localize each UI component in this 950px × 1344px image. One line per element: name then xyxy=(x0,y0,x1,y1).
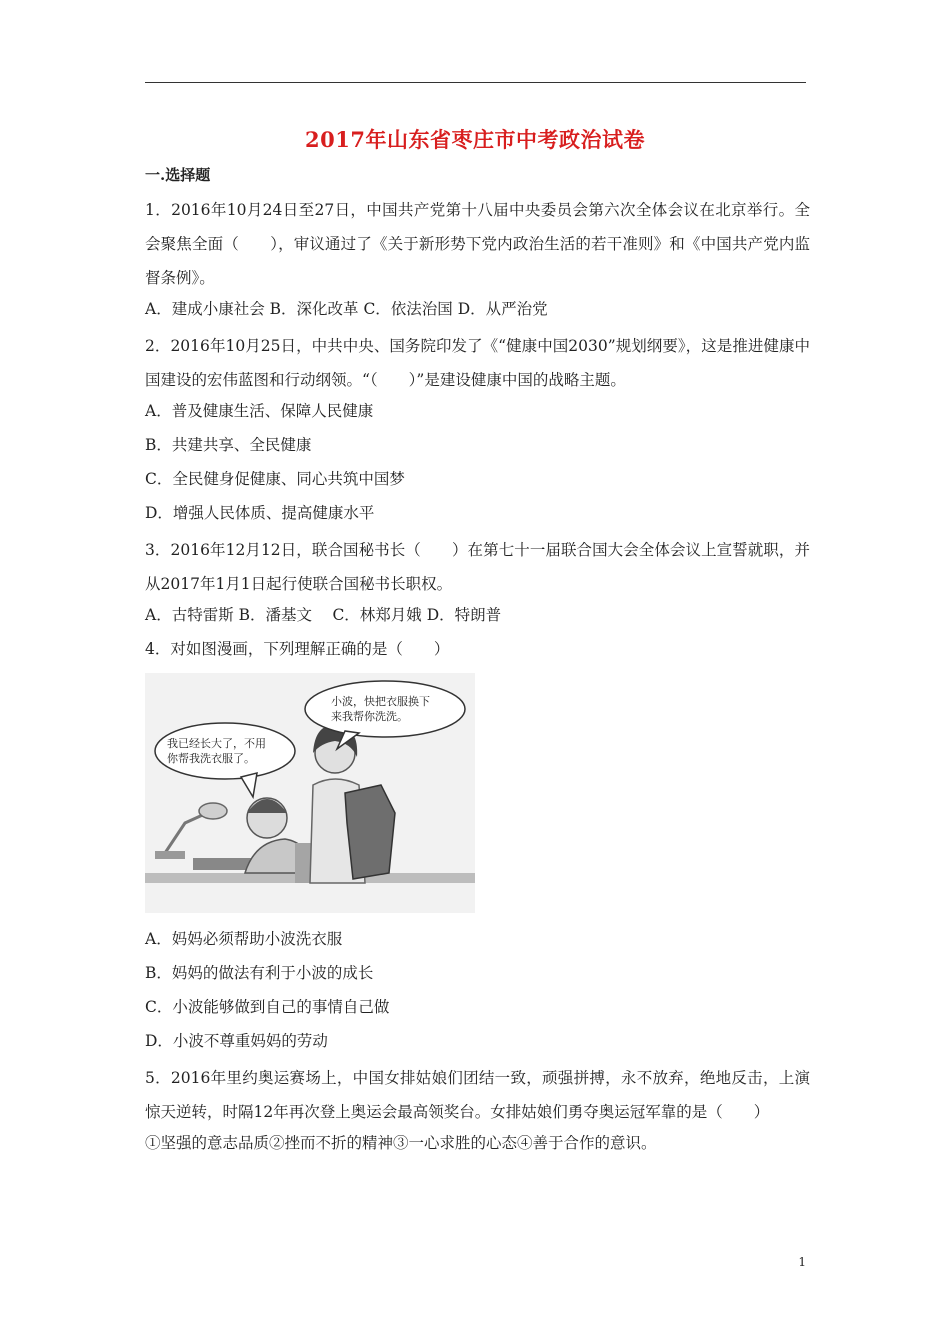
q5-items: ①坚强的意志品质②挫而不折的精神③一心求胜的心态④善于合作的意识。 xyxy=(145,1134,657,1152)
mom-speech-line-2: 来我帮你洗洗。 xyxy=(331,710,408,723)
q4-option-d: D．小波不尊重妈妈的劳动 xyxy=(145,1032,328,1050)
q4-stem: 4．对如图漫画，下列理解正确的是（ ） xyxy=(145,640,450,658)
q2-option-c: C．全民健身促健康、同心共筑中国梦 xyxy=(145,470,405,488)
q2-stem: 2．2016年10月25日，中共中央、国务院印发了《“健康中国2030”规划纲要》，这是推进健康中国建设的宏伟蓝图和行动纲领。“（ ）”是建设健康中国的战略主题。 xyxy=(145,337,810,389)
q3-stem: 3．2016年12月12日，联合国秘书长（ ）在第七十一届联合国大会全体会议上宣誓就职，并从2017年1月1日起行使联合国秘书长职权。 xyxy=(145,541,810,593)
boy-speech-line-1: 我已经长大了，不用 xyxy=(167,737,266,750)
q4-option-c: C．小波能够做到自己的事情自己做 xyxy=(145,998,390,1016)
q2-option-d: D．增强人民体质、提高健康水平 xyxy=(145,504,375,522)
q1-options: A．建成小康社会 B．深化改革 C．依法治国 D．从严治党 xyxy=(145,300,548,318)
q4-option-a: A．妈妈必须帮助小波洗衣服 xyxy=(145,930,343,948)
boy-speech-line-2: 你帮我洗衣服了。 xyxy=(167,752,255,765)
comic-illustration xyxy=(145,673,475,913)
q2-option-a: A．普及健康生活、保障人民健康 xyxy=(145,402,374,420)
q3-options: A．古特雷斯 B．潘基文 C．林郑月娥 D．特朗普 xyxy=(145,606,502,624)
exam-content xyxy=(145,193,810,1163)
header-rule xyxy=(145,82,806,83)
page-number: 1 xyxy=(798,1255,806,1269)
section-heading: 一.选择题 xyxy=(145,166,211,184)
comic-image xyxy=(145,673,475,913)
q5-stem: 5．2016年里约奥运赛场上，中国女排姑娘们团结一致，顽强拼搏，永不放弃，绝地反击，上演惊天逆转，时隔12年再次登上奥运会最高领奖台。女排姑娘们勇夺奥运冠军靠的是（ ） xyxy=(145,1069,810,1121)
q4-option-b: B．妈妈的做法有利于小波的成长 xyxy=(145,964,374,982)
q2-option-b: B．共建共享、全民健康 xyxy=(145,436,312,454)
mom-speech-line-1: 小波，快把衣服换下 xyxy=(331,695,430,708)
q1-stem: 1．2016年10月24日至27日，中国共产党第十八届中央委员会第六次全体会议在北京举行。全会聚焦全面（ ），审议通过了《关于新形势下党内政治生活的若干准则》和《中国共产党内监督条例》。 xyxy=(145,201,810,287)
page-title: 2017年山东省枣庄市中考政治试卷 xyxy=(305,127,645,152)
